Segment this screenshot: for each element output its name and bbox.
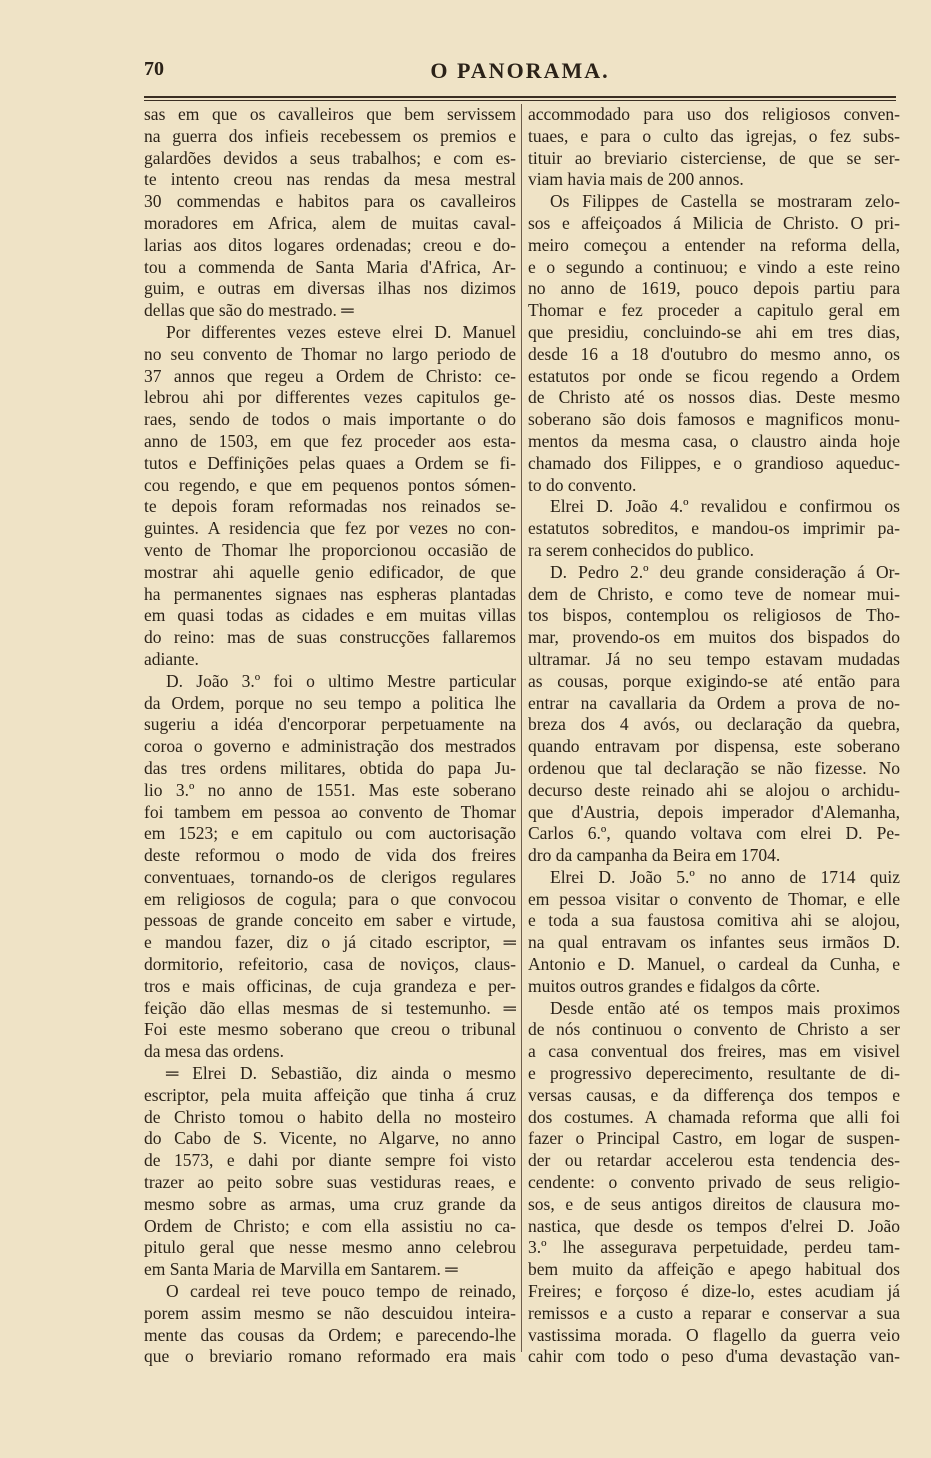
page-header [144, 58, 896, 88]
text-line: Carlos 6.º, quando voltava com elrei D. Pe- [528, 823, 900, 844]
text-line: deste reformou o modo de vida dos freires [144, 845, 516, 866]
text-line: conventuaes, tornando-os de clerigos regulares [144, 866, 516, 887]
text-line: e toda a sua faustosa comitiva ahi se alojou, [528, 910, 900, 931]
text-line: tou a commenda de Santa Maria d'Africa, Ar- [144, 256, 516, 277]
text-line: e o segundo a continuou; e vindo a este reino [528, 256, 900, 277]
text-line: cou regendo, e que em pequenos pontos sómen- [144, 474, 516, 495]
text-line: D. Pedro 2.º deu grande consideração á Or- [550, 561, 900, 582]
text-line: em pessoa visitar o convento de Thomar, e elle [528, 888, 900, 909]
text-line: to do convento. [528, 474, 637, 495]
text-line: mesmo sobre as armas, uma cruz grande da [144, 1193, 516, 1214]
text-line: mostrar ahi aquelle genio edificador, de que [144, 561, 516, 582]
text-line: guintes. A residencia que fez por vezes no con- [144, 518, 516, 539]
text-line: muitos outros grandes e fidalgos da côrte. [528, 975, 821, 996]
text-line: mar, provendo-os em muitos dos bispados do [528, 627, 900, 648]
column-divider [521, 104, 522, 1352]
text-line: raes, sendo de todos o mais importante o do [144, 409, 516, 430]
text-line: as cousas, porque exigindo-se até então para [528, 670, 900, 691]
text-line: decurso deste reinado ahi se alojou o archidu- [528, 779, 900, 800]
text-line: tros e mais officinas, de cuja grandeza e per- [144, 975, 516, 996]
text-line: lebrou ahi por differentes vezes capitulos ge- [144, 387, 516, 408]
text-line: de 1573, e dahi por diante sempre foi visto [144, 1150, 516, 1171]
text-line: soberano são dois famosos e magnificos monu- [528, 409, 900, 430]
text-line: anno de 1503, em que fez proceder aos esta- [144, 430, 516, 451]
text-line: cendente: o convento privado de seus religio- [528, 1172, 900, 1193]
text-line: Elrei D. João 5.º no anno de 1714 quiz [550, 866, 900, 887]
text-line: ha permanentes signaes nas espheras plantadas [144, 583, 516, 604]
text-line: tos bispos, contemplou os religiosos de Tho- [528, 605, 900, 626]
text-line: Ordem de Christo; e com ella assistiu no ca- [144, 1215, 516, 1236]
text-line: em Santa Maria de Marvilla em Santarem. ═ [144, 1259, 458, 1280]
text-line: te depois foram reformadas nos reinados se- [144, 496, 516, 517]
text-line: feição dão ellas mesmas de si testemunho. ═ [144, 997, 516, 1018]
text-line: Antonio e D. Manuel, o cardeal da Cunha, e [528, 954, 900, 975]
text-line: que d'Austria, depois imperador d'Alemanha, [528, 801, 900, 822]
text-line: a casa conventual dos freires, mas em visivel [528, 1041, 900, 1062]
text-line: quando entravam por dispensa, este soberano [528, 736, 900, 757]
text-line: adiante. [144, 648, 199, 669]
text-line: das tres ordens militares, obtida do papa Ju- [144, 757, 516, 778]
text-line: dellas que são do mestrado. ═ [144, 300, 354, 321]
text-line: Foi este mesmo soberano que creou o tribunal [144, 1019, 516, 1040]
left-column [144, 104, 516, 1368]
text-line: breza dos 4 avós, ou declaração da quebra, [528, 714, 900, 735]
text-line: O cardeal rei teve pouco tempo de reinado, [166, 1281, 516, 1302]
text-line: estatutos sobreditos, e mandou-os imprimir pa- [528, 518, 900, 539]
header-rule-thin [144, 100, 896, 101]
text-line: em religiosos de cogula; para o que convocou [144, 888, 516, 909]
text-line: accommodado para uso dos religiosos conven- [528, 104, 900, 124]
text-line: do reino: mas de suas construcções fallaremos [144, 627, 516, 648]
text-line: do Cabo de S. Vicente, no Algarve, no anno [144, 1128, 516, 1149]
text-line: de Christo tomou o habito della no mosteiro [144, 1106, 516, 1127]
text-line: dos costumes. A chamada reforma que alli foi [528, 1106, 900, 1127]
text-line: estatutos por onde se ficou regendo a Ordem [528, 365, 900, 386]
text-line: mente das cousas da Ordem; e parecendo-lhe [144, 1324, 516, 1345]
text-line: no seu convento de Thomar no largo periodo de [144, 343, 516, 364]
text-line: Por differentes vezes esteve elrei D. Manuel [166, 321, 516, 342]
text-line: fazer o Principal Castro, em logar de suspen- [528, 1128, 900, 1149]
text-line: na qual entravam os infantes seus irmãos D. [528, 932, 900, 953]
running-title: O PANORAMA. [430, 58, 610, 83]
text-line: ordenou que tal declaração se não fizesse. No [528, 757, 900, 778]
text-line: viam havia mais de 200 annos. [528, 169, 744, 190]
text-line: tituir ao breviario cisterciense, de que se ser- [528, 147, 900, 168]
page-number: 70 [144, 58, 164, 80]
text-line: tuaes, e para o culto das igrejas, o fez subs- [528, 125, 900, 146]
text-line: tutos e Deffinições pelas quaes a Ordem se fi- [144, 452, 516, 473]
text-line: no anno de 1619, pouco depois partiu para [528, 278, 900, 299]
text-line: foi tambem em pessoa ao convento de Thomar [144, 801, 516, 822]
text-line: galardões devidos a seus trabalhos; e com es- [144, 147, 516, 168]
text-line: sos e affeiçoados á Milicia de Christo. O pri- [528, 212, 900, 233]
right-column [528, 104, 900, 1368]
text-line: mentos da mesma casa, o claustro ainda hoje [528, 430, 900, 451]
text-line: nastica, que desde os tempos d'elrei D. João [528, 1215, 900, 1236]
text-line: coroa o governo e administração dos mestrados [144, 736, 516, 757]
text-line: da mesa das ordens. [144, 1041, 284, 1062]
text-line: lio 3.º no anno de 1551. Mas este soberano [144, 779, 516, 800]
text-line: vento de Thomar lhe proporcionou occasião de [144, 539, 516, 560]
text-line: ra serem conhecidos do publico. [528, 539, 754, 560]
text-line: bem muito da affeição e apego habitual dos [528, 1259, 900, 1280]
text-line: vastissima morada. O flagello da guerra veio [528, 1324, 900, 1345]
text-line: e mandou fazer, diz o já citado escriptor, ═ [144, 932, 516, 953]
text-line: guim, e outras em diversas ilhas nos dizimos [144, 278, 516, 299]
text-line: cahir com todo o peso d'uma devastação van- [528, 1346, 900, 1367]
text-line: pessoas de grande conceito em saber e virtude, [144, 910, 516, 931]
header-rule [144, 96, 896, 98]
text-line: dormitorio, refeitorio, casa de noviços, claus- [144, 954, 516, 975]
text-line: escriptor, pela muita affeição que tinha á cruz [144, 1084, 516, 1105]
text-line: 30 commendas e habitos para os cavalleiros [144, 191, 516, 212]
text-line: larias aos ditos logares ordenadas; creou e do- [144, 234, 516, 255]
text-line: sas em que os cavalleiros que bem servissem [144, 104, 516, 124]
text-line: pitulo geral que nesse mesmo anno celebrou [144, 1237, 516, 1258]
text-line: remissos e a custo a reparar e conservar a sua [528, 1302, 900, 1323]
text-line: em quasi todas as cidades e em muitas villas [144, 605, 516, 626]
text-line: de Christo até os nossos dias. Deste mesmo [528, 387, 900, 408]
text-line: Thomar e fez proceder a capitulo geral em [528, 300, 900, 321]
text-line: ═ Elrei D. Sebastião, diz ainda o mesmo [166, 1063, 516, 1084]
text-line: dro da campanha da Beira em 1704. [528, 845, 781, 866]
text-line: der ou retardar accelerou esta tendencia des- [528, 1150, 900, 1171]
text-line: dem de Christo, e como teve de nomear mui- [528, 583, 900, 604]
text-line: que presidiu, concluindo-se ahi em tres dias, [528, 321, 900, 342]
text-line: chamado dos Filippes, e o grandioso aqueduc- [528, 452, 900, 473]
text-line: entrar na cavallaria da Ordem a prova de no- [528, 692, 900, 713]
text-line: porem assim mesmo se não descuidou inteira- [144, 1302, 516, 1323]
text-line: Os Filippes de Castella se mostraram zelo- [550, 191, 900, 212]
text-line: 3.º lhe assegurava perpetuidade, perdeu tam- [528, 1237, 900, 1258]
text-line: sos, e de seus antigos direitos de clausura mo- [528, 1193, 900, 1214]
text-line: versas causas, e da differença dos tempos e [528, 1084, 900, 1105]
text-line: D. João 3.º foi o ultimo Mestre particular [166, 670, 516, 691]
text-line: moradores em Africa, alem de muitas caval- [144, 212, 516, 233]
text-line: trazer ao peito sobre suas vestiduras reaes, e [144, 1172, 516, 1193]
text-line: Elrei D. João 4.º revalidou e confirmou os [550, 496, 900, 517]
text-line: Freires; e forçoso é dize-lo, estes acudiam já [528, 1281, 900, 1302]
text-line: na guerra dos infieis recebessem os premios e [144, 125, 516, 146]
text-line: ultramar. Já no seu tempo estavam mudadas [528, 648, 900, 669]
text-line: de nós continuou o convento de Christo a ser [528, 1019, 900, 1040]
text-line: da Ordem, porque no seu tempo a politica lhe [144, 692, 516, 713]
text-line: Desde então até os tempos mais proximos [550, 997, 900, 1018]
text-line: que o breviario romano reformado era mais [144, 1346, 516, 1367]
text-line: te intento creou nas rendas da mesa mestral [144, 169, 516, 190]
text-line: 37 annos que regeu a Ordem de Christo: ce- [144, 365, 516, 386]
text-line: desde 16 a 18 d'outubro do mesmo anno, os [528, 343, 900, 364]
text-line: e progressivo deperecimento, resultante de di- [528, 1063, 900, 1084]
text-line: em 1523; e em capitulo ou com auctorisação [144, 823, 516, 844]
text-line: meiro começou a entender na reforma della, [528, 234, 900, 255]
text-line: sugeriu a idéa d'encorporar perpetuamente na [144, 714, 516, 735]
